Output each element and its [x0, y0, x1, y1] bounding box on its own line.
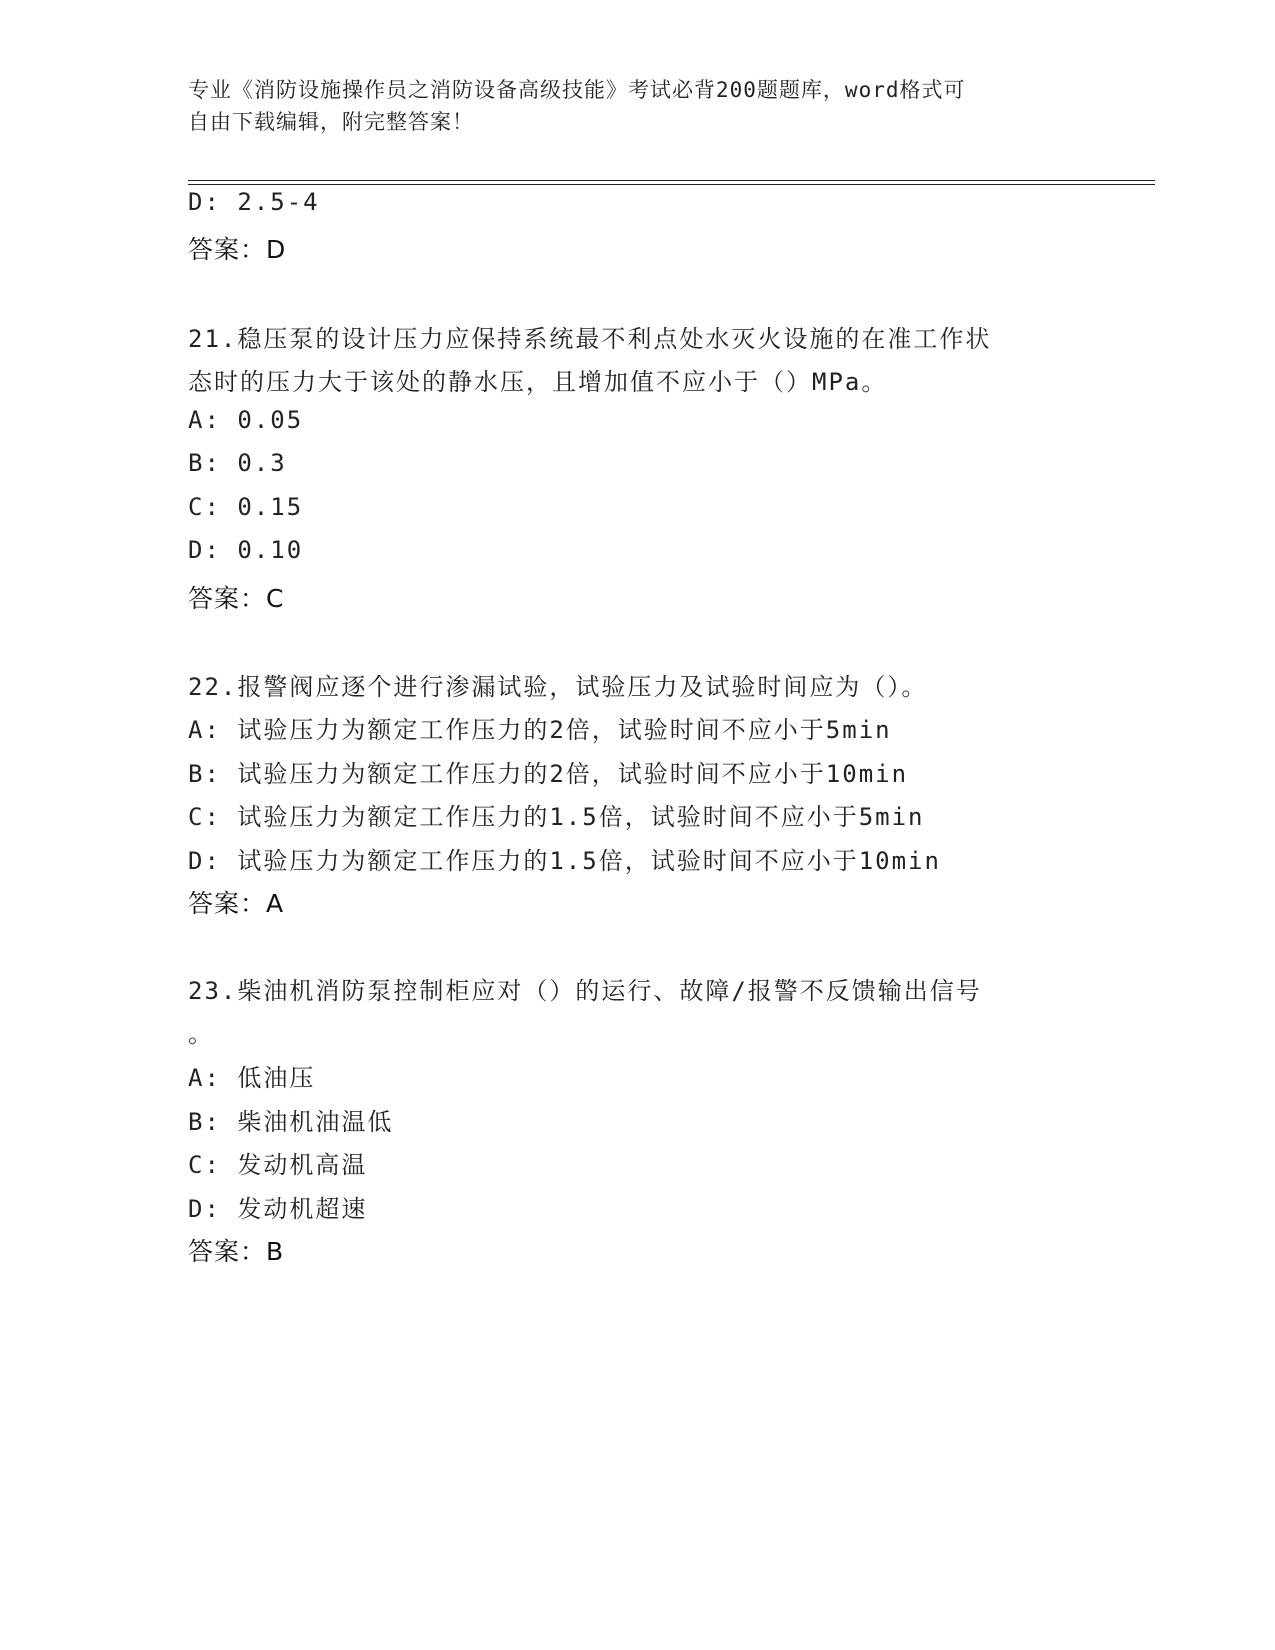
q23-option-c: C: 发动机高温: [188, 1151, 368, 1179]
header-divider-top: [188, 180, 1155, 181]
q23-answer: 答案：B: [188, 1237, 285, 1266]
q22-answer: 答案：A: [188, 889, 285, 918]
q21-stem-line-2: 态时的压力大于该处的静水压，且增加值不应小于（）MPa。: [188, 368, 888, 396]
q22-option-c: C: 试验压力为额定工作压力的1.5倍，试验时间不应小于5min: [188, 803, 925, 831]
header-line-1: 专业《消防设施操作员之消防设备高级技能》考试必背200题题库，word格式可: [188, 78, 966, 102]
q21-option-a: A: 0.05: [188, 406, 304, 434]
q21-option-b: B: 0.3: [188, 449, 287, 477]
q21-option-d: D: 0.10: [188, 536, 304, 564]
prev-answer: 答案：D: [188, 235, 287, 264]
header-divider-bottom: [188, 184, 1155, 185]
q22-option-b: B: 试验压力为额定工作压力的2倍，试验时间不应小于10min: [188, 760, 909, 788]
q22-option-a: A: 试验压力为额定工作压力的2倍，试验时间不应小于5min: [188, 716, 892, 744]
q21-answer: 答案：C: [188, 584, 285, 613]
q22-option-d: D: 试验压力为额定工作压力的1.5倍，试验时间不应小于10min: [188, 847, 941, 875]
q23-stem-line-2: 。: [188, 1020, 214, 1048]
q23-option-d: D: 发动机超速: [188, 1195, 368, 1223]
header-line-2: 自由下载编辑，附完整答案！: [188, 110, 474, 134]
prev-option-d: D: 2.5-4: [188, 188, 320, 216]
page-header: [188, 74, 1068, 138]
q22-stem-line-1: 22.报警阀应逐个进行渗漏试验，试验压力及试验时间应为（）。: [188, 673, 928, 701]
q21-stem-line-1: 21.稳压泵的设计压力应保持系统最不利点处水灭火设施的在准工作状: [188, 325, 992, 353]
q21-option-c: C: 0.15: [188, 493, 304, 521]
q23-option-a: A: 低油压: [188, 1064, 316, 1092]
q23-option-b: B: 柴油机油温低: [188, 1108, 394, 1136]
q23-stem-line-1: 23.柴油机消防泵控制柜应对（）的运行、故障/报警不反馈输出信号: [188, 977, 982, 1005]
